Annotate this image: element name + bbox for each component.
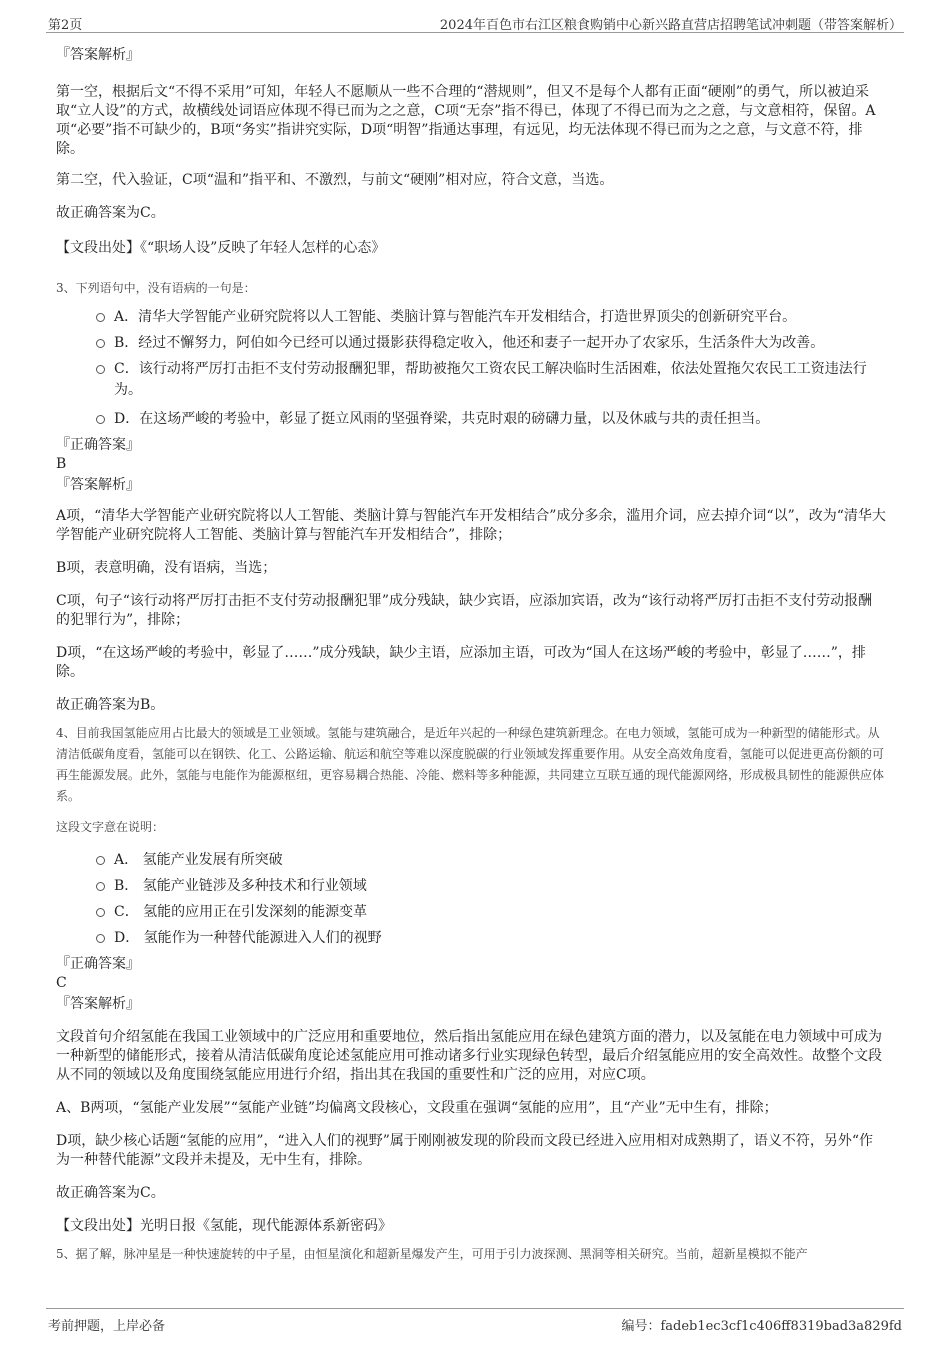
correct-answer-label: 『正确答案』 [56,437,140,453]
question-stem: 5、据了解，脉冲星是一种快速旋转的中子星，由恒星演化和超新星爆发产生，可用于引力波探测、黑洞等相关研究。当前，超新星模拟不能产 [56,1247,808,1261]
option-c[interactable] [56,359,886,401]
radio-icon[interactable] [96,882,105,891]
answer-conclusion: 故正确答案为C。 [56,1185,165,1201]
analysis-label: 『答案解析』 [56,47,140,63]
radio-icon[interactable] [96,339,105,348]
question-stem: 3、下列语句中，没有语病的一句是： [56,281,256,295]
option-label: D． [114,930,140,946]
option-text: 经过不懈努力，阿伯如今已经可以通过摄影获得稳定收入，他还和妻子一起开办了农家乐，生活条件大为改善。 [138,335,825,351]
analysis-paragraph: D项，“在这场严峻的考验中，彰显了……”成分残缺，缺少主语，应添加主语，可改为“国人在这场严峻的考验中，彰显了……”，排除。 [56,645,866,680]
analysis-paragraph: A项，“清华大学智能产业研究院将以人工智能、类脑计算与智能汽车开发相结合”成分多余，滥用介词，应去掉介词“以”，改为“清华大学智能产业研究院将人工智能、类脑计算与智能汽车开发相结合”，排除； [56,508,886,543]
analysis-paragraph: C项，句子“该行动将严厉打击拒不支付劳动报酬犯罪”成分残缺，缺少宾语，应添加宾语，改为“该行动将严厉打击拒不支付劳动报酬的犯罪行为”，排除； [56,593,873,628]
analysis-paragraph: 文段首句介绍氢能在我国工业领域中的广泛应用和重要地位，然后指出氢能应用在绿色建筑方面的潜力，以及氢能在电力领域中可成为一种新型的储能形式，接着从清洁低碳角度论述氢能应用可推动诸多行业实现绿色转型，最后介绍氢能应用的安全高效性。故整个文段从不同的领域以及角度围绕氢能应用进行介绍，指出其在我国的重要性和广泛的应用，对应C项。 [56,1029,882,1083]
footer-slogan: 考前押题，上岸必备 [48,1319,166,1334]
option-text: 氢能产业链涉及多种技术和行业领域 [142,878,367,894]
document-title: 2024年百色市右江区粮食购销中心新兴路直营店招聘笔试冲刺题（带答案解析） [439,18,902,33]
question-prompt: 这段文字意在说明： [56,820,165,834]
option-label: B． [114,335,139,351]
source-citation: 【文段出处】《“职场人设”反映了年轻人怎样的心态》 [56,240,386,256]
answer-conclusion: 故正确答案为C。 [56,205,165,221]
option-label: A． [114,852,139,868]
option-text: 氢能产业发展有所突破 [142,852,283,868]
option-b[interactable] [56,876,886,897]
option-d[interactable] [56,928,886,949]
analysis-paragraph: B项，表意明确，没有语病，当选； [56,560,277,576]
radio-icon[interactable] [96,908,105,917]
analysis-paragraph: 第一空，根据后文“不得不采用”可知，年轻人不愿顺从一些不合理的“潜规则”，但又不是每个人都有正面“硬刚”的勇气，所以被迫采取“立人设”的方式，故横线处词语应体现不得已而为之之意，C项“无奈”指不得已，体现了不得已而为之之意，与文意相符，保留。A项“必要”指不可缺少的，B项“务实”指讲究实际，D项“明智”指通达事理，有远见，均无法体现不得已而为之之意，与文意不符，排除。 [56,84,876,157]
analysis-label: 『答案解析』 [56,477,140,493]
radio-icon[interactable] [96,856,105,865]
option-d[interactable] [56,409,886,430]
page-header [46,12,904,33]
page-footer [46,1308,904,1339]
option-text: 该行动将严厉打击拒不支付劳动报酬犯罪，帮助被拖欠工资农民工解决临时生活困难，依法处置拖欠农民工工资违法行为。 [114,361,867,398]
option-label: B． [114,878,139,894]
source-citation: 【文段出处】光明日报《氢能，现代能源体系新密码》 [56,1218,392,1234]
question-stem: 4、目前我国氢能应用占比最大的领域是工业领域。氢能与建筑融合，是近年兴起的一种绿色建筑新理念。在电力领域，氢能可成为一种新型的储能形式。从清洁低碳角度看，氢能可以在钢铁、化工、公路运输、航运和航空等难以深度脱碳的行业领域发挥重要作用。从安全高效角度看，氢能可以促进更高份额的可再生能源发展。此外，氢能与电能作为能源枢纽，更容易耦合热能、冷能、燃料等多种能源，共同建立互联互通的现代能源网络，形成极具韧性的能源供应体系。 [56,726,885,803]
radio-icon[interactable] [96,415,105,424]
option-label: C． [114,361,139,377]
option-text: 在这场严峻的考验中，彰显了挺立风雨的坚强脊梁，共克时艰的磅礴力量，以及休戚与共的责任担当。 [139,411,770,427]
option-text: 氢能作为一种替代能源进入人们的视野 [143,930,382,946]
analysis-paragraph: A、B两项，“氢能产业发展”“氢能产业链”均偏离文段核心，文段重在强调“氢能的应用”，且“产业”无中生有，排除； [56,1100,778,1116]
option-a[interactable] [56,850,886,871]
analysis-label: 『答案解析』 [56,996,140,1012]
correct-answer: C [56,975,67,991]
page-content [56,42,886,1265]
radio-icon[interactable] [96,313,105,322]
option-text: 氢能的应用正在引发深刻的能源变革 [143,904,368,920]
option-text: 清华大学智能产业研究院将以人工智能、类脑计算与智能汽车开发相结合，打造世界顶尖的创新研究平台。 [138,309,797,325]
option-label: C． [114,904,139,920]
options-list [56,307,886,430]
option-c[interactable] [56,902,886,923]
correct-answer: B [56,456,67,472]
options-list [56,850,886,949]
correct-answer-label: 『正确答案』 [56,956,140,972]
radio-icon[interactable] [96,934,105,943]
option-label: A． [114,309,139,325]
analysis-paragraph: D项，缺少核心话题“氢能的应用”，“进入人们的视野”属于刚刚被发现的阶段而文段已经进入应用相对成熟期了，语义不符，另外“作为一种替代能源”文段并未提及，无中生有，排除。 [56,1133,874,1168]
document-id: 编号：fadeb1ec3cf1c406ff8319bad3a829fd [621,1319,902,1334]
page-number: 第2页 [48,18,83,33]
analysis-paragraph: 第二空，代入验证，C项“温和”指平和、不激烈，与前文“硬刚”相对应，符合文意，当选。 [56,172,614,188]
answer-conclusion: 故正确答案为B。 [56,697,165,713]
option-label: D． [114,411,140,427]
option-b[interactable] [56,333,886,354]
radio-icon[interactable] [96,365,105,374]
option-a[interactable] [56,307,886,328]
